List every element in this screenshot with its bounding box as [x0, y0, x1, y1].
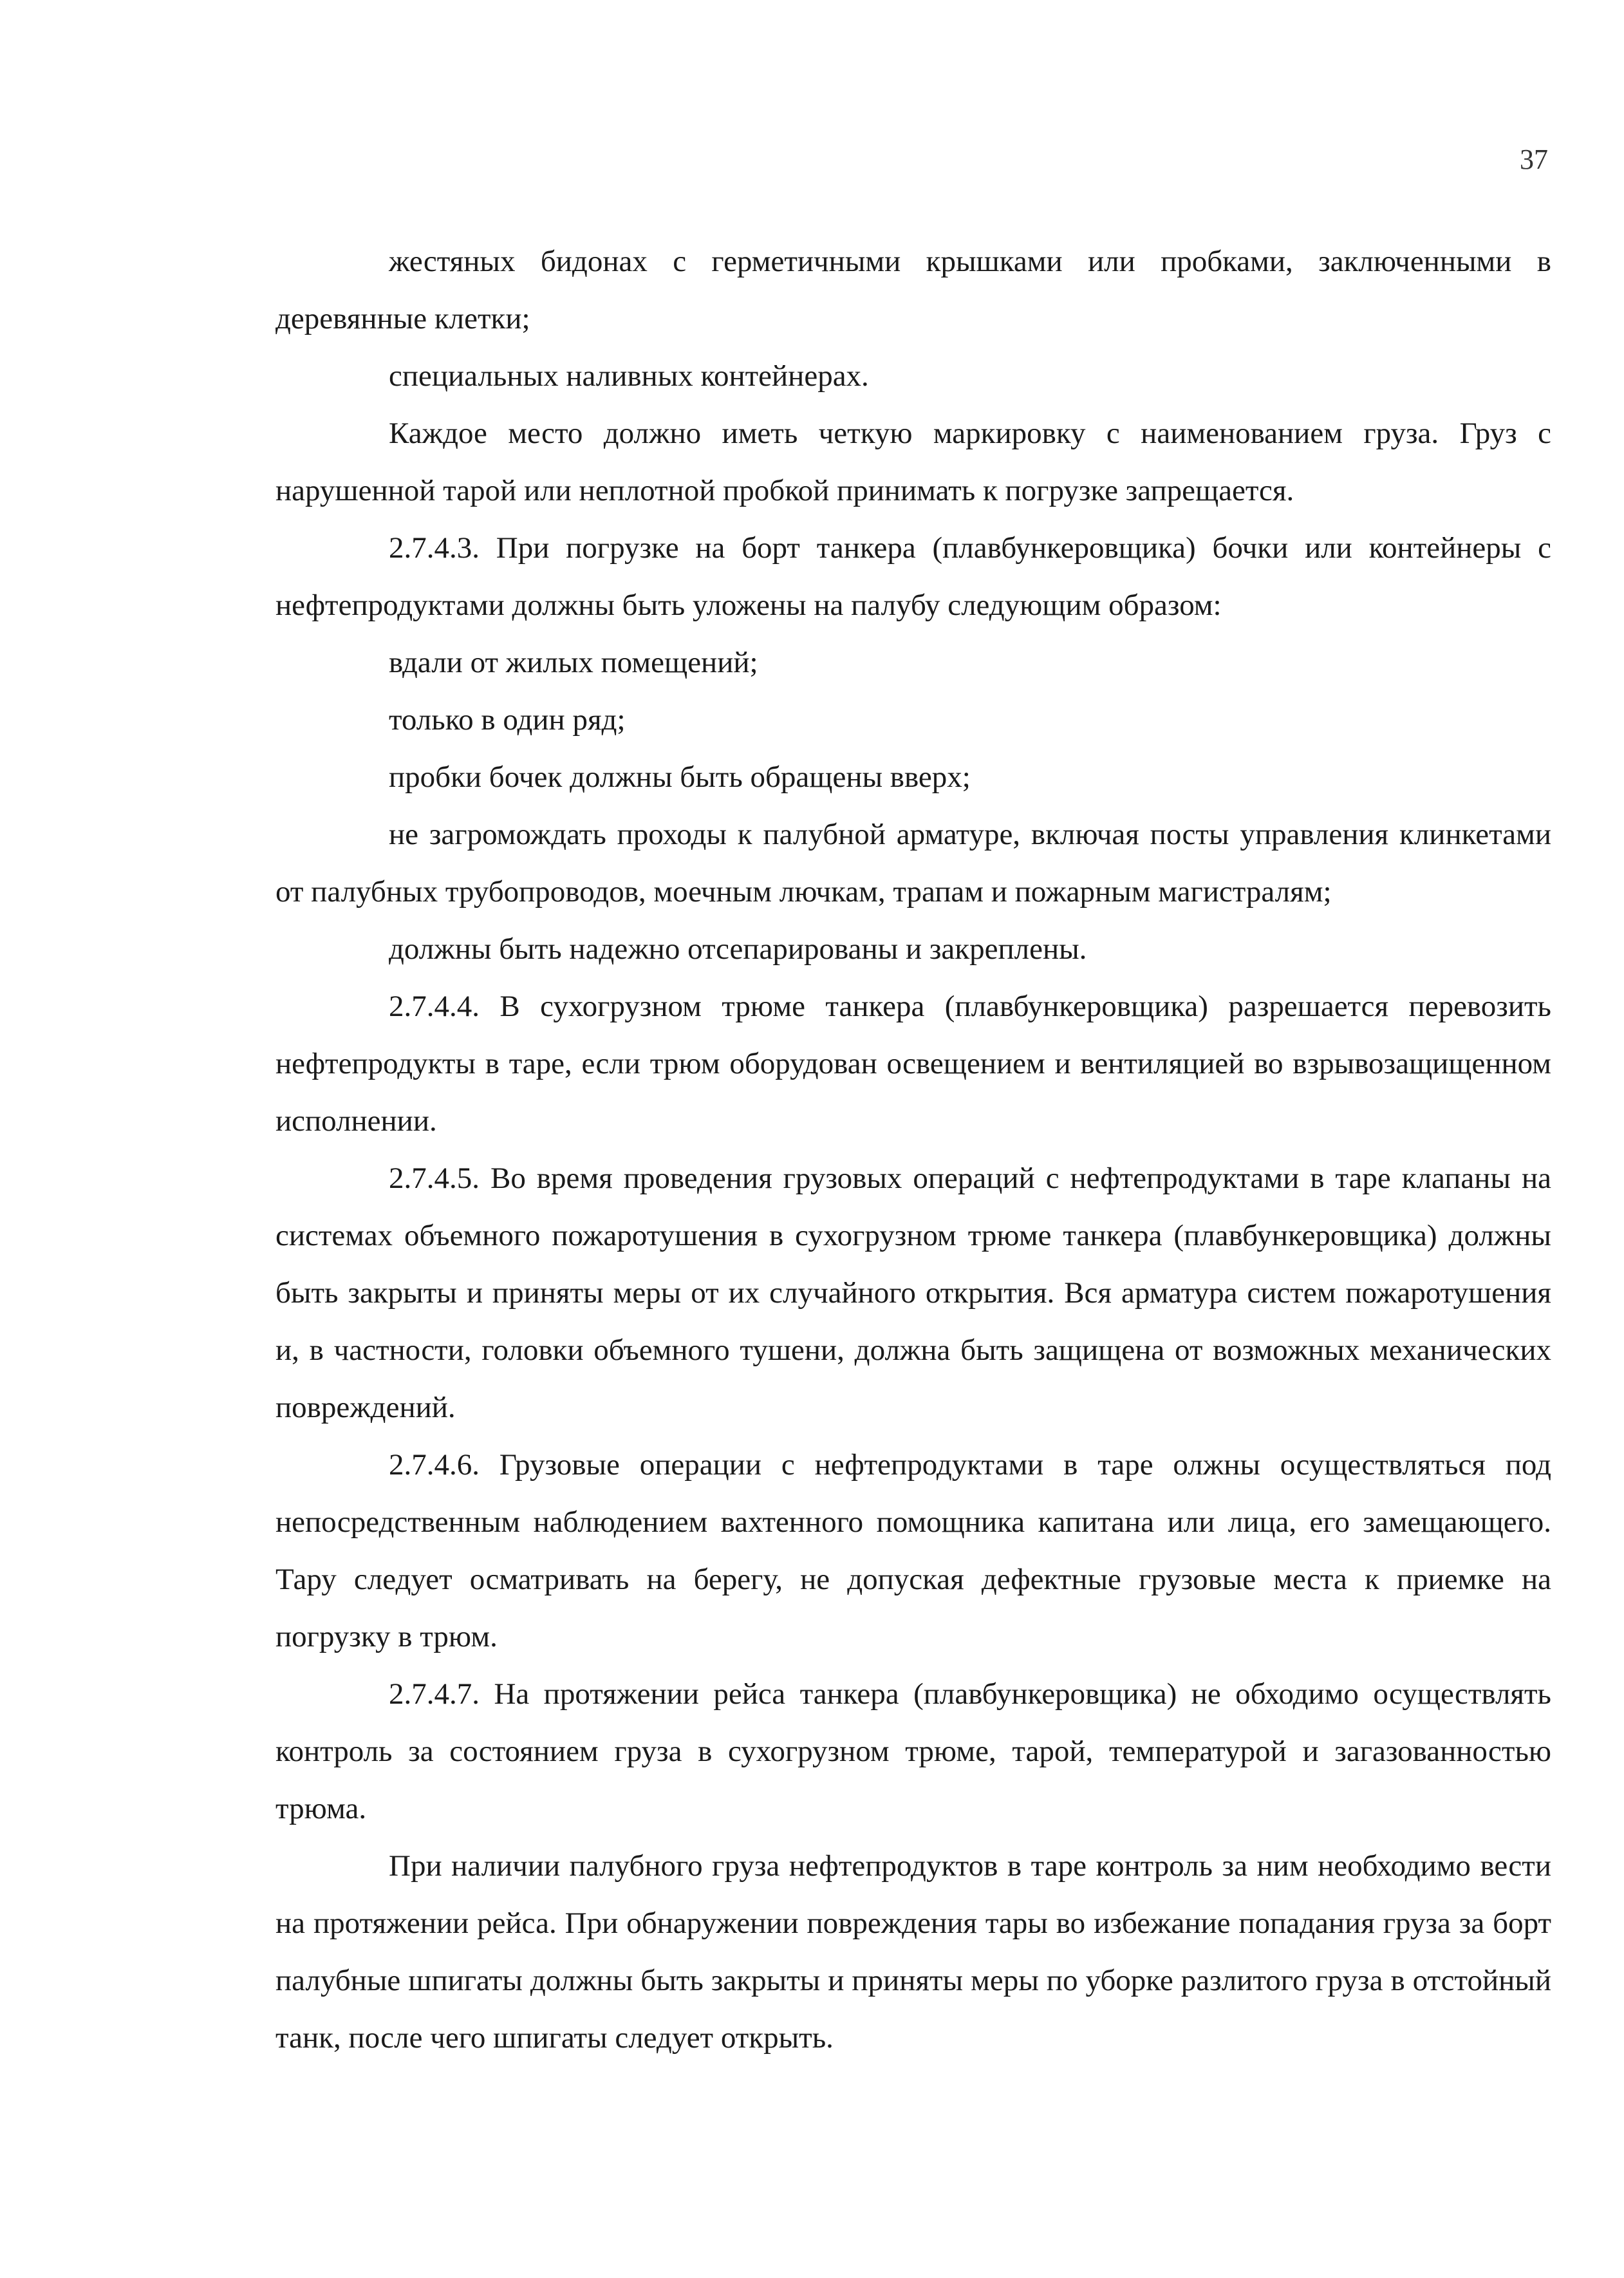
paragraph: жестяных бидонах с герметичными крышками или пробками, заключенными в деревянные клетки; [275, 245, 1551, 335]
document-body [275, 233, 1551, 2067]
paragraph: 2.7.4.4. В сухогрузном трюме танкера (плавбункеровщика) разрешается перевозить нефтепродукты в таре, если трюм оборудован освещением и вентиляцией во взрывозащищенном исполнении. [275, 990, 1551, 1138]
paragraph: только в один ряд; [389, 703, 626, 737]
paragraph: не загромождать проходы к палубной арматуре, включая посты управления клинкетами от палубных трубопроводов, моечным лючкам, трапам и пожарным магистралям; [275, 818, 1551, 908]
page-number: 37 [1520, 144, 1548, 175]
paragraph: 2.7.4.7. На протяжении рейса танкера (плавбункеровщика) не обходимо осуществлять контроль за состоянием груза в сухогрузном трюме, тарой, температурой и загазованностью трюма. [275, 1677, 1551, 1825]
paragraph: специальных наливных контейнерах. [389, 359, 869, 393]
paragraph: 2.7.4.5. Во время проведения грузовых операций с нефтепродуктами в таре клапаны на системах объемного пожаротушения в сухогрузном трюме танкера (плавбункеровщика) должны быть закрыты и приняты меры от их случайного открытия. Вся арматура систем пожаротушения и, в частности, головки объемного тушени, должна быть защищена от возможных механических повреждений. [275, 1162, 1551, 1424]
paragraph: При наличии палубного груза нефтепродуктов в таре контроль за ним необходимо вести на протяжении рейса. При обнаружении повреждения тары во избежание попадания груза за борт палубные шпигаты должны быть закрыты и приняты меры по уборке разлитого груза в отстойный танк, после чего шпигаты следует открыть. [275, 1849, 1551, 2055]
paragraph: вдали от жилых помещений; [389, 646, 758, 679]
paragraph: 2.7.4.3. При погрузке на борт танкера (плавбункеровщика) бочки или контейнеры с нефтепродуктами должны быть уложены на палубу следующим образом: [275, 531, 1551, 622]
paragraph: должны быть надежно отсепарированы и закреплены. [389, 932, 1087, 966]
paragraph: 2.7.4.6. Грузовые операции с нефтепродуктами в таре олжны осуществляться под непосредственным наблюдением вахтенного помощника капитана или лица, его замещающего. Тару следует осматривать на берегу, не допуская дефектные грузовые места к приемке на погрузку в трюм. [275, 1448, 1551, 1653]
paragraph: пробки бочек должны быть обращены вверх; [389, 760, 971, 794]
paragraph: Каждое место должно иметь четкую маркировку с наименованием груза. Груз с нарушенной тарой или неплотной пробкой принимать к погрузке запрещается. [275, 417, 1551, 507]
